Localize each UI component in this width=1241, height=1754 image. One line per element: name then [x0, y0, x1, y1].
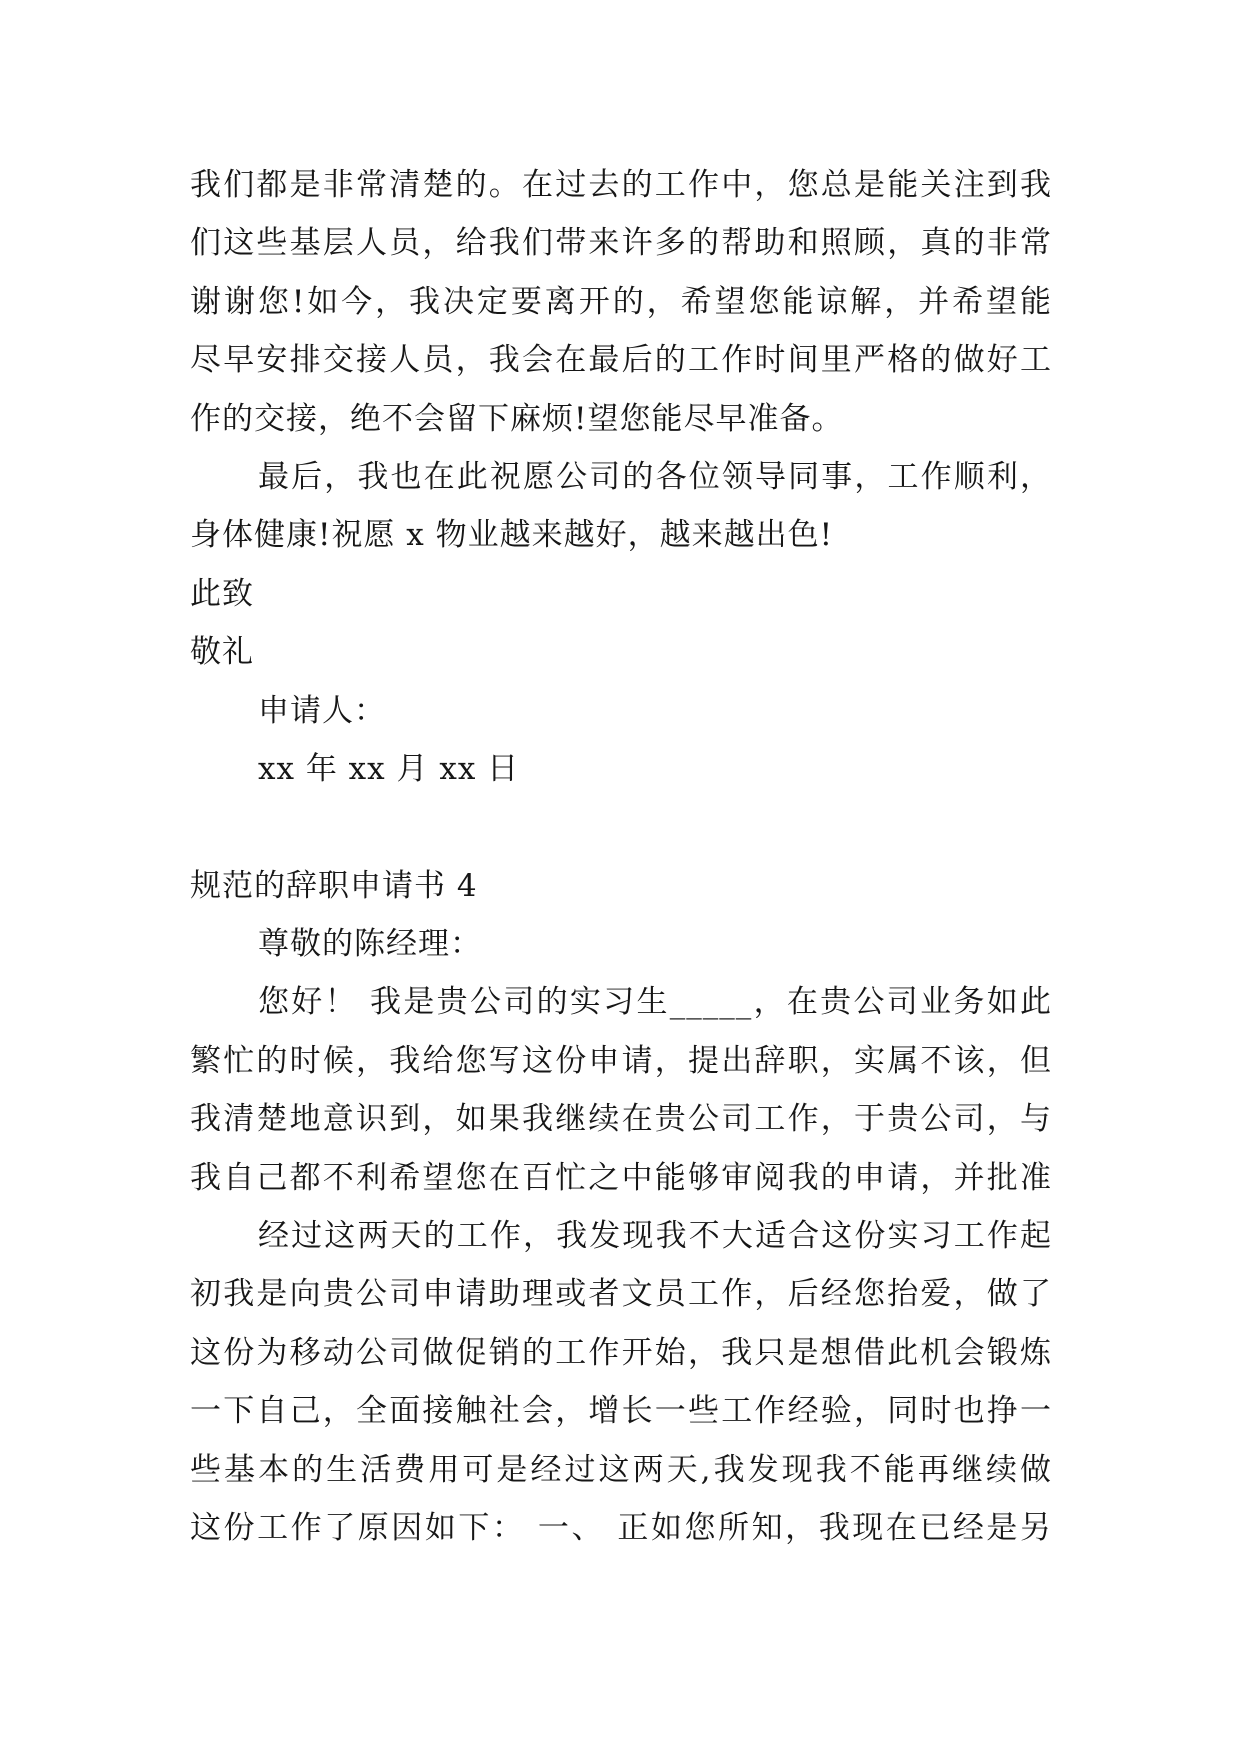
- text-line: 我清楚地意识到，如果我继续在贵公司工作，于贵公司，与: [190, 1101, 1052, 1138]
- text-line: 谢谢您!如今，我决定要离开的，希望您能谅解，并希望能: [190, 283, 1052, 320]
- text-line: 这份工作了原因如下： 一、 正如您所知，我现在已经是另: [190, 1509, 1052, 1546]
- text-line: 尽早安排交接人员，我会在最后的工作时间里严格的做好工: [190, 342, 1052, 379]
- applicant-label: 申请人：: [258, 692, 386, 729]
- letter-2-paragraph-2: [190, 1207, 1052, 1557]
- letter-date: xx 年 xx 月 xx 日: [258, 750, 520, 787]
- blank-line: [190, 798, 1052, 856]
- letter-2-paragraph-1: [190, 973, 1052, 1207]
- letter-1-paragraph: [190, 156, 1052, 448]
- text-line: 一下自己，全面接触社会，增长一些工作经验，同时也挣一: [190, 1393, 1052, 1430]
- text-line: 我们都是非常清楚的。在过去的工作中，您总是能关注到我: [190, 167, 1052, 203]
- text-line: 些基本的生活费用可是经过这两天,我发现我不能再继续做: [190, 1451, 1052, 1488]
- text-line: 我自己都不利希望您在百忙之中能够审阅我的申请，并批准: [190, 1159, 1052, 1196]
- text-line: 经过这两天的工作，我发现我不大适合这份实习工作起: [258, 1218, 1052, 1255]
- text-line: 身体健康!祝愿 x 物业越来越好，越来越出色!: [190, 517, 834, 554]
- text-line: 作的交接，绝不会留下麻烦!望您能尽早准备。: [190, 400, 844, 437]
- sign-off-line-2: 敬礼: [190, 634, 254, 671]
- text-line: 繁忙的时候，我给您写这份申请，提出辞职，实属不该，但: [190, 1042, 1052, 1079]
- text-line: 初我是向贵公司申请助理或者文员工作，后经您抬爱，做了: [190, 1276, 1052, 1313]
- sign-off-line-1: 此致: [190, 575, 254, 612]
- salutation: 尊敬的陈经理：: [258, 926, 482, 963]
- document-body: [190, 156, 1052, 1557]
- text-line: 这份为移动公司做促销的工作开始，我只是想借此机会锻炼: [190, 1334, 1052, 1371]
- section-title: 规范的辞职申请书 4: [190, 867, 478, 904]
- text-line: 们这些基层人员，给我们带来许多的帮助和照顾，真的非常: [190, 225, 1052, 262]
- text-line: 最后，我也在此祝愿公司的各位领导同事，工作顺利，: [258, 458, 1052, 495]
- letter-1-closing-paragraph: [190, 448, 1052, 565]
- text-line: 您好！ 我是贵公司的实习生_____，在贵公司业务如此: [258, 984, 1052, 1021]
